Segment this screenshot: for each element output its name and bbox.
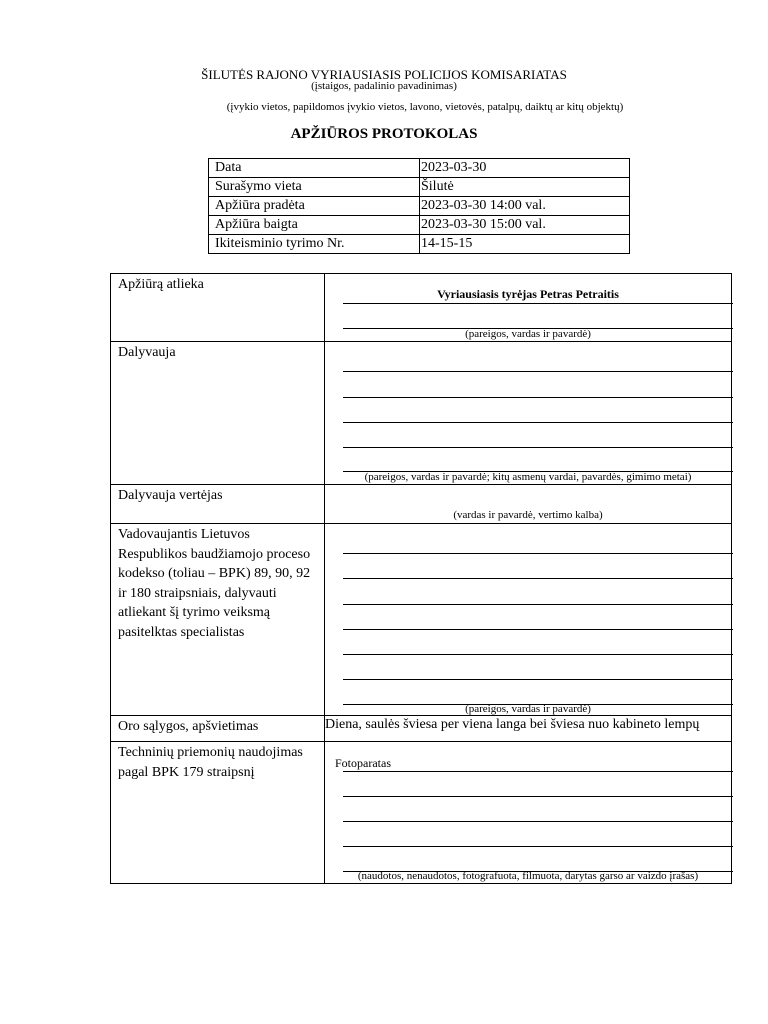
meta-value-place: Šilutė bbox=[420, 178, 630, 197]
inspector-field bbox=[325, 274, 732, 342]
weather-value: Diena, saulės šviesa per viena langa bei šviesa nuo kabineto lempų bbox=[325, 717, 700, 732]
blank-line bbox=[343, 771, 733, 772]
inspector-caption: (pareigos, vardas ir pavardė) bbox=[465, 328, 591, 340]
section-specialist bbox=[111, 524, 732, 716]
blank-line bbox=[343, 397, 733, 398]
technical-field bbox=[325, 742, 732, 884]
technical-caption: (naudotos, nenaudotos, fotografuota, filmuota, darytas garso ar vaizdo įrašas) bbox=[357, 870, 699, 882]
protocol-main-table bbox=[110, 273, 732, 884]
meta-value-date: 2023-03-30 bbox=[420, 159, 630, 178]
blank-line bbox=[343, 447, 733, 448]
section-weather bbox=[111, 716, 732, 742]
meta-key-case-number: Ikiteisminio tyrimo Nr. bbox=[209, 235, 420, 254]
blank-line bbox=[343, 371, 733, 372]
meta-value-start: 2023-03-30 14:00 val. bbox=[420, 197, 630, 216]
section-participants bbox=[111, 342, 732, 485]
section-translator bbox=[111, 485, 732, 524]
inspector-label: Apžiūrą atlieka bbox=[111, 274, 325, 342]
document-title: APŽIŪROS PROTOKOLAS bbox=[290, 126, 478, 142]
participants-label: Dalyvauja bbox=[111, 342, 325, 485]
meta-key-start: Apžiūra pradėta bbox=[209, 197, 420, 216]
object-caption: (įvykio vietos, papildomos įvykio vietos, lavono, vietovės, patalpų, daiktų ar kitų objektų) bbox=[226, 101, 624, 113]
meta-row bbox=[209, 159, 630, 178]
blank-line bbox=[343, 629, 733, 630]
protocol-meta-table bbox=[208, 158, 630, 254]
meta-row bbox=[209, 235, 630, 254]
meta-row bbox=[209, 178, 630, 197]
technical-label: Techninių priemonių naudojimas pagal BPK 179 straipsnį bbox=[111, 742, 325, 884]
section-technical bbox=[111, 742, 732, 884]
meta-value-end: 2023-03-30 15:00 val. bbox=[420, 216, 630, 235]
weather-label: Oro sąlygos, apšvietimas bbox=[111, 716, 325, 742]
organization-caption: (įstaigos, padalinio pavadinimas) bbox=[311, 80, 457, 92]
blank-line bbox=[343, 846, 733, 847]
participants-caption: (pareigos, vardas ir pavardė; kitų asmenų vardai, pavardės, gimimo metai) bbox=[364, 471, 692, 483]
specialist-field bbox=[325, 524, 732, 716]
translator-label: Dalyvauja vertėjas bbox=[111, 485, 325, 524]
meta-key-place: Surašymo vieta bbox=[209, 178, 420, 197]
meta-row bbox=[209, 216, 630, 235]
meta-key-end: Apžiūra baigta bbox=[209, 216, 420, 235]
organization-name: ŠILUTĖS RAJONO VYRIAUSIASIS POLICIJOS KOMISARIATAS bbox=[201, 67, 567, 82]
blank-line bbox=[343, 303, 733, 304]
inspector-value: Vyriausiasis tyrėjas Petras Petraitis bbox=[437, 287, 619, 301]
meta-key-date: Data bbox=[209, 159, 420, 178]
section-inspector bbox=[111, 274, 732, 342]
specialist-caption: (pareigos, vardas ir pavardė) bbox=[465, 703, 591, 715]
participants-field bbox=[325, 342, 732, 485]
blank-line bbox=[343, 796, 733, 797]
blank-line bbox=[343, 553, 733, 554]
blank-line bbox=[343, 578, 733, 579]
meta-row bbox=[209, 197, 630, 216]
blank-line bbox=[343, 422, 733, 423]
technical-value: Fotoparatas bbox=[335, 756, 391, 770]
blank-line bbox=[343, 654, 733, 655]
blank-line bbox=[343, 821, 733, 822]
blank-line bbox=[343, 679, 733, 680]
specialist-label: Vadovaujantis Lietuvos Respublikos baudžiamojo proceso kodekso (toliau – BPK) 89, 90, 92 ir 180 straipsniais, dalyvauti atliekant šį tyrimo veiksmą pasitelktas specialistas bbox=[111, 524, 325, 716]
translator-caption: (vardas ir pavardė, vertimo kalba) bbox=[453, 509, 603, 521]
weather-field bbox=[325, 716, 732, 742]
meta-value-case-number: 14-15-15 bbox=[420, 235, 630, 254]
blank-line bbox=[343, 604, 733, 605]
translator-field bbox=[325, 485, 732, 524]
